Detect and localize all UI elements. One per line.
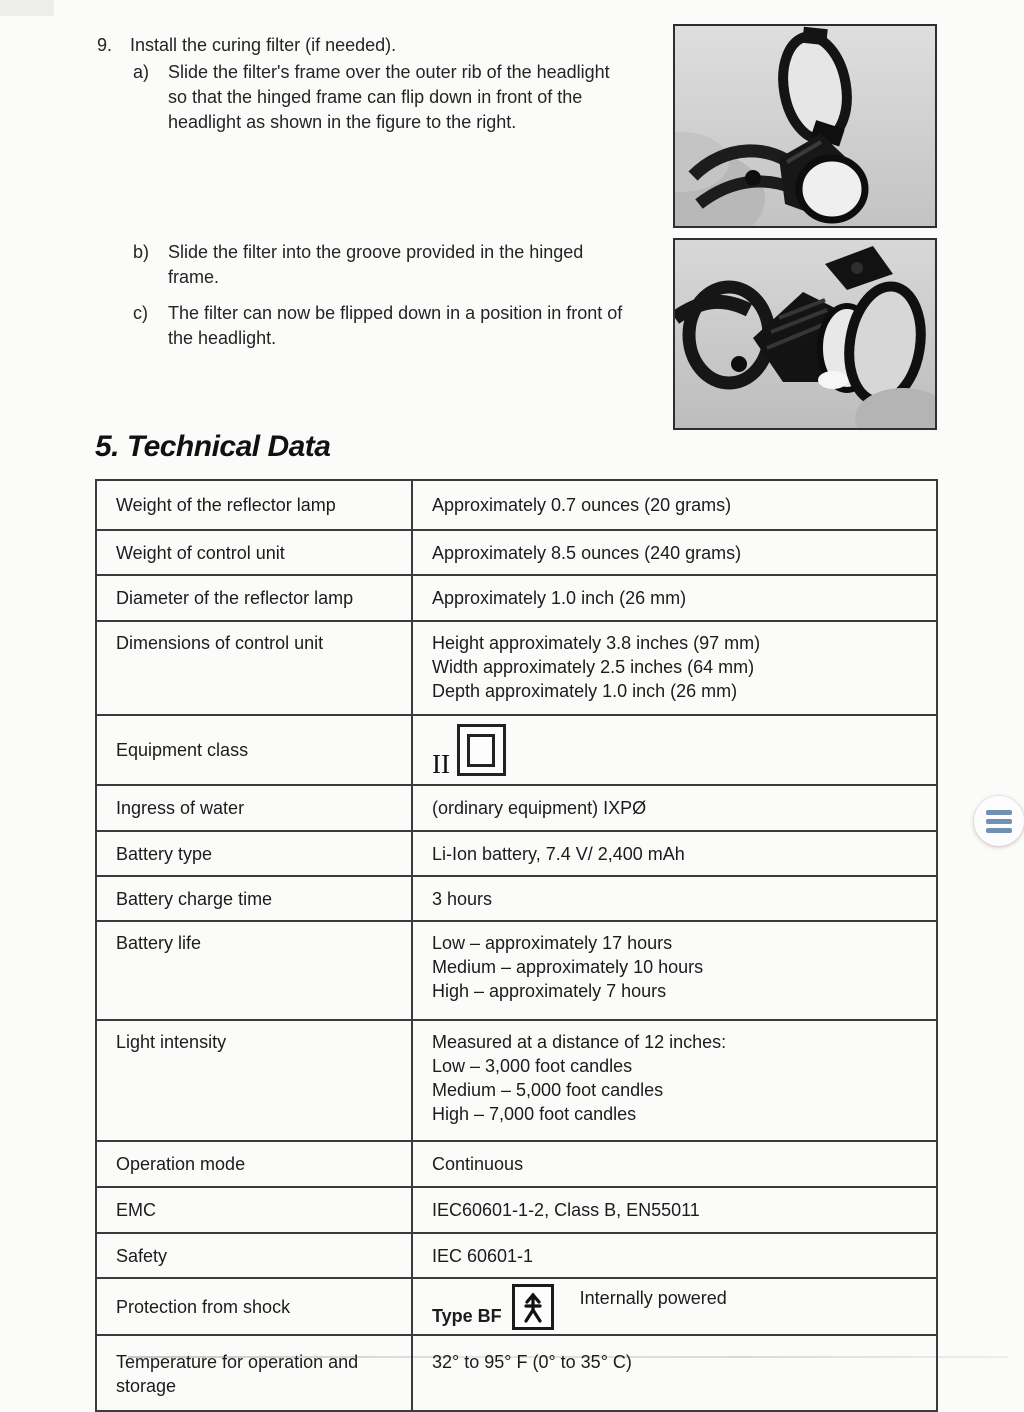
row-label: Diameter of the reflector lamp bbox=[96, 575, 412, 621]
table-row bbox=[96, 715, 937, 785]
step-9c-text: The filter can now be flipped down in a position in front of the headlight. bbox=[168, 303, 623, 348]
headlight-filter-up-illustration bbox=[675, 26, 935, 226]
row-label: Light intensity bbox=[96, 1020, 412, 1141]
row-label: Safety bbox=[96, 1233, 412, 1278]
table-row bbox=[96, 575, 937, 621]
headlight-filter-side-illustration bbox=[675, 240, 935, 428]
row-label: Temperature for operation and storage bbox=[96, 1335, 412, 1411]
table-row bbox=[96, 1141, 937, 1187]
value-line: High – 7,000 foot candles bbox=[432, 1104, 637, 1124]
row-value: 32° to 95° F (0° to 35° C) bbox=[412, 1335, 937, 1411]
row-label: Battery life bbox=[96, 921, 412, 1020]
row-value bbox=[412, 1278, 937, 1335]
technical-data-table bbox=[95, 479, 938, 1412]
table-row bbox=[96, 785, 937, 831]
row-value: 3 hours bbox=[412, 876, 937, 921]
row-label: Equipment class bbox=[96, 715, 412, 785]
row-value: Continuous bbox=[412, 1141, 937, 1187]
type-bf-label: Type BF bbox=[432, 1305, 502, 1326]
row-label: Weight of the reflector lamp bbox=[96, 480, 412, 530]
table-row bbox=[96, 1233, 937, 1278]
row-label: Dimensions of control unit bbox=[96, 621, 412, 715]
step-9b bbox=[133, 240, 626, 290]
row-label: Ingress of water bbox=[96, 785, 412, 831]
row-value bbox=[412, 621, 937, 715]
table-row bbox=[96, 1335, 937, 1411]
row-label: Weight of control unit bbox=[96, 530, 412, 575]
value-line: Medium – 5,000 foot candles bbox=[432, 1080, 664, 1100]
value-line: Height approximately 3.8 inches (97 mm) bbox=[432, 633, 761, 653]
class-ii-roman-numeral: II bbox=[432, 749, 450, 779]
row-value: IEC 60601-1 bbox=[412, 1233, 937, 1278]
row-value bbox=[412, 715, 937, 785]
value-line: Low – approximately 17 hours bbox=[432, 933, 673, 953]
value-line: Low – 3,000 foot candles bbox=[432, 1056, 633, 1076]
table-row bbox=[96, 1187, 937, 1233]
step-9b-label: b) bbox=[133, 242, 150, 262]
step-9a-label: a) bbox=[133, 62, 150, 82]
row-label: Operation mode bbox=[96, 1141, 412, 1187]
value-line: Width approximately 2.5 inches (64 mm) bbox=[432, 657, 755, 677]
table-row bbox=[96, 480, 937, 530]
table-row bbox=[96, 530, 937, 575]
step-number: 9. bbox=[97, 35, 113, 55]
double-insulation-icon bbox=[457, 724, 506, 776]
row-label: EMC bbox=[96, 1187, 412, 1233]
type-bf-symbol bbox=[432, 1284, 928, 1330]
filter-flipped-up-photo bbox=[673, 24, 937, 228]
step-9a bbox=[133, 60, 626, 135]
table-row bbox=[96, 1278, 937, 1335]
step-9a-text: Slide the filter's frame over the outer rib of the headlight so that the hinged frame can flip down in front of the headlight as shown in the figure to the right. bbox=[168, 62, 610, 132]
step-9 bbox=[97, 33, 657, 58]
filter-hinged-side-photo bbox=[673, 238, 937, 430]
hamburger-icon bbox=[986, 810, 1012, 833]
table-row bbox=[96, 621, 937, 715]
row-label: Protection from shock bbox=[96, 1278, 412, 1335]
step-text: Install the curing filter (if needed). bbox=[130, 35, 397, 55]
row-label: Battery charge time bbox=[96, 876, 412, 921]
table-row bbox=[96, 831, 937, 876]
class-ii-symbol bbox=[432, 724, 928, 779]
row-value: Approximately 1.0 inch (26 mm) bbox=[412, 575, 937, 621]
value-line: Medium – approximately 10 hours bbox=[432, 957, 704, 977]
row-value-text: Internally powered bbox=[579, 1287, 727, 1308]
step-9c-label: c) bbox=[133, 303, 148, 323]
section-heading: 5. Technical Data bbox=[95, 430, 331, 463]
scan-artifact-patch bbox=[0, 0, 54, 16]
row-value: Li-Ion battery, 7.4 V/ 2,400 mAh bbox=[412, 831, 937, 876]
table-row bbox=[96, 1020, 937, 1141]
row-value bbox=[412, 1020, 937, 1141]
value-line: High – approximately 7 hours bbox=[432, 981, 667, 1001]
value-line: Measured at a distance of 12 inches: bbox=[432, 1032, 727, 1052]
value-line: Depth approximately 1.0 inch (26 mm) bbox=[432, 681, 738, 701]
body-floating-icon bbox=[512, 1284, 554, 1330]
row-label: Battery type bbox=[96, 831, 412, 876]
row-value: Approximately 0.7 ounces (20 grams) bbox=[412, 480, 937, 530]
row-value: (ordinary equipment) IXPØ bbox=[412, 785, 937, 831]
table-row bbox=[96, 876, 937, 921]
step-9c bbox=[133, 301, 626, 351]
row-value bbox=[412, 921, 937, 1020]
row-value: IEC60601-1-2, Class B, EN55011 bbox=[412, 1187, 937, 1233]
table-row bbox=[96, 921, 937, 1020]
menu-button[interactable] bbox=[974, 796, 1024, 846]
step-9b-text: Slide the filter into the groove provided in the hinged frame. bbox=[168, 242, 584, 287]
row-value: Approximately 8.5 ounces (240 grams) bbox=[412, 530, 937, 575]
